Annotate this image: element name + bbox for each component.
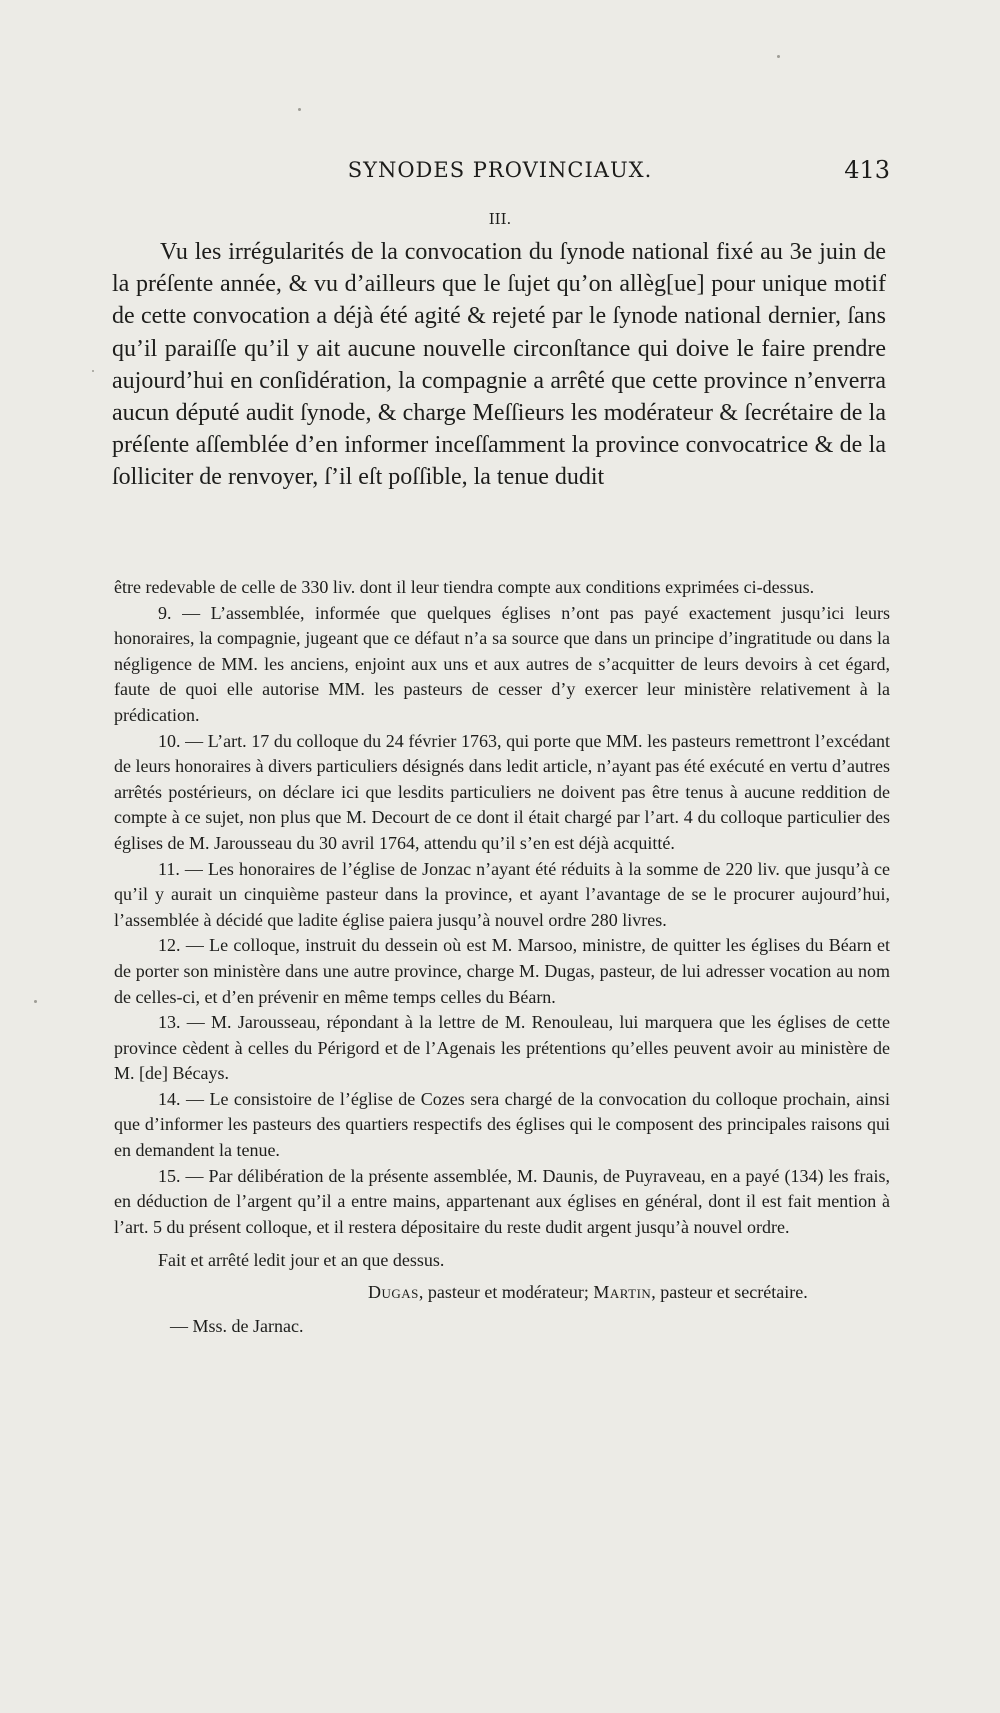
ink-speck	[34, 1000, 37, 1003]
signer-name-2: Martin	[593, 1282, 652, 1303]
signer-role-1: , pasteur et modérateur;	[418, 1282, 594, 1303]
note-item-11: 11. — Les honoraires de l’église de Jonzac n’ayant été réduits à la somme de 220 liv. que jusqu’à ce qu’il y aurait un cinquième pasteur dans la province, et ayant l’avantage de se le procurer aujourd’hui, l’assemblée à décidé que ladite église paiera jusqu’à nouvel ordre 280 livres.	[114, 858, 890, 930]
note-item-15: 15. — Par délibération de la présente assemblée, M. Daunis, de Puyraveau, en a payé (134) les frais, en déduction de l’argent qu’il a entre mains, appartenant aux églises en général, dont il est fait mention à l’art. 5 du présent colloque, et il restera dépositaire du reste dudit argent jusqu’à nouvel ordre.	[114, 1165, 890, 1237]
page-number: 413	[844, 156, 890, 184]
signer-name-1: Dugas	[368, 1282, 419, 1303]
running-title: SYNODES PROVINCIAUX.	[347, 158, 653, 182]
main-paragraph: Vu les irrégularités de la convocation du ſynode national fixé au 3e juin de la préſente année, & vu d’ailleurs que le ſujet qu’on allèg[ue] pour unique motif de cette convocation a déjà été agité & rejeté par le ſynode national dernier, ſans qu’il paraiſſe qu’il y ait aucune nouvelle circonſtance qui doive le faire prendre aujourd’hui en conſidération, la compagnie a arrêté que cette province n’enverra aucun député audit ſynode, & charge Meſſieurs les modérateur & ſecrétaire de la préſente aſſemblée d’en informer inceſſamment la province convocatrice & de la ſolliciter de renvoyer, ſ’il eſt poſſible, la tenue dudit	[112, 239, 886, 491]
source-citation: — Mss. de Jarnac.	[170, 1315, 304, 1336]
section-number: III.	[488, 210, 512, 228]
signer-role-2: , pasteur et secrétaire.	[651, 1282, 808, 1303]
notes-block	[114, 575, 890, 1339]
note-item-9: 9. — L’assemblée, informée que quelques églises n’ont pas payé exactement jusqu’ici leurs honoraires, la compagnie, jugeant que ce défaut n’a sa source que dans un principe d’ingratitude ou dans la négligence de MM. les anciens, enjoint aux uns et aux autres de s’acquitter de leurs devoirs à cet égard, faute de quoi elle autorise MM. les pasteurs de cesser d’y exercer leur ministère relativement à la prédication.	[114, 602, 890, 725]
note-item-14: 14. — Le consistoire de l’église de Cozes sera chargé de la convocation du colloque prochain, ainsi que d’informer les pasteurs des quartiers respectifs des églises qui le composent des principales raisons qui en demandent la tenue.	[114, 1088, 890, 1161]
notes-intro: être redevable de celle de 330 liv. dont il leur tiendra compte aux conditions exprimées ci-dessus.	[114, 577, 815, 597]
ink-speck	[777, 55, 780, 58]
note-item-10: 10. — L’art. 17 du colloque du 24 février 1763, qui porte que MM. les pasteurs remettront l’excédant de leurs honoraires à divers particuliers désignés dans ledit article, n’ayant pas été exécuté en vertu d’autres arrêtés postérieurs, on déclare ici que lesdits particuliers ne doivent pas être tenus à aucune reddition de compte à ce sujet, non plus que M. Decourt de ce dont il était chargé par l’art. 4 du colloque particulier des églises de M. Jarousseau du 30 avril 1764, attendu qu’il s’en est déjà acquitté.	[114, 730, 890, 853]
note-item-13: 13. — M. Jarousseau, répondant à la lettre de M. Renouleau, lui marquera que les églises de cette province cèdent à celles du Périgord et de l’Agenais les prétentions qu’elles peuvent avoir au ministère de M. [de] Bécays.	[114, 1012, 890, 1084]
ink-speck	[92, 370, 94, 372]
note-item-12: 12. — Le colloque, instruit du dessein où est M. Marsoo, ministre, de quitter les églises du Béarn et de porter son ministère dans une autre province, charge M. Dugas, pasteur, de lui adresser vocation au nom de celles-ci, et d’en prévenir en même temps celles du Béarn.	[114, 935, 890, 1007]
signature-line	[368, 1280, 890, 1306]
main-text-block	[112, 236, 886, 494]
running-head	[110, 150, 890, 190]
ink-speck	[298, 108, 301, 111]
closing-line: Fait et arrêté ledit jour et an que dessus.	[158, 1250, 445, 1271]
